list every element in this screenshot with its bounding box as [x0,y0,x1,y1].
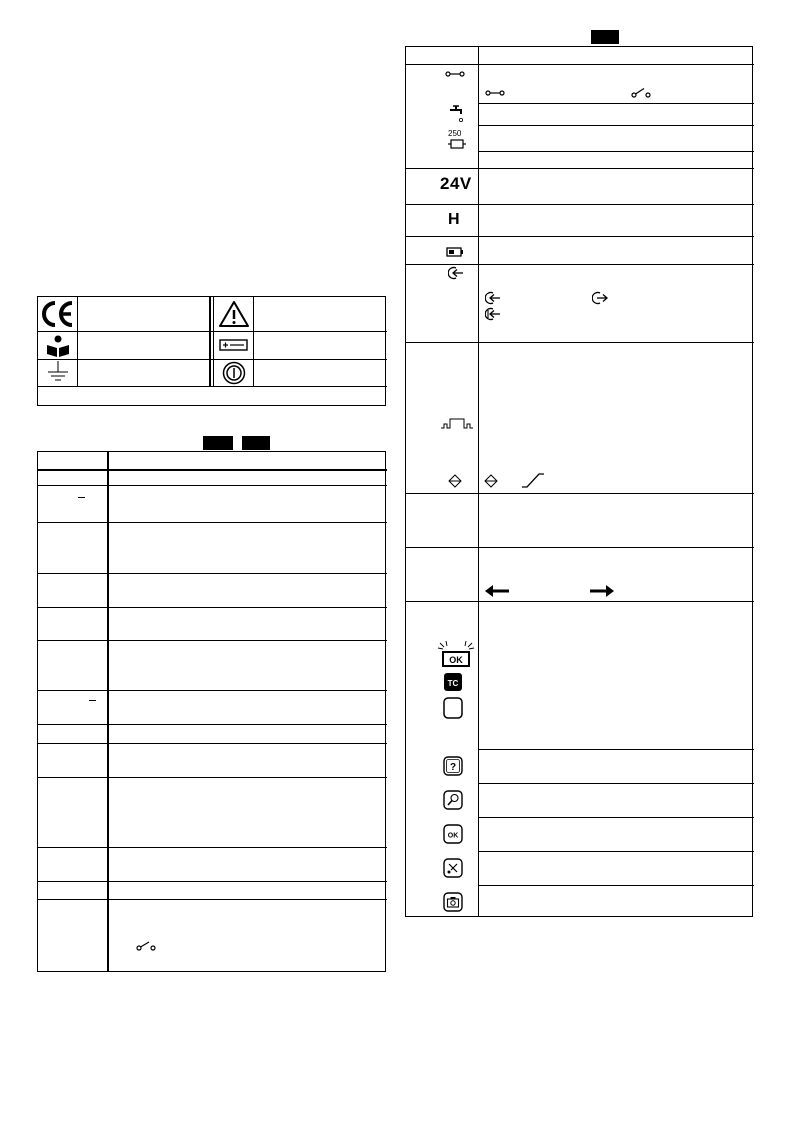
power-button-icon [222,361,246,385]
battery-polarity-icon [219,338,249,352]
svg-text:TC: TC [447,679,459,688]
overbar-mark [89,700,96,701]
svg-text:?: ? [449,762,457,773]
mA-simulate-icon [485,307,501,321]
earth-ground-icon [46,360,70,384]
step-adjust-icon [484,474,498,488]
blank-key-icon [443,697,463,719]
key-tag-1 [203,436,233,450]
left-function-table [37,451,386,972]
tc-key-icon [443,672,463,692]
key-tag-2 [242,436,270,450]
zoom-key-icon [443,790,463,810]
ramp-icon [521,472,545,488]
closed-switch-icon [485,89,505,97]
warning-triangle-icon [217,299,251,329]
ok-flashing-key-icon [437,640,475,668]
mA-sink-icon [592,291,608,305]
open-switch-icon [136,941,156,951]
hold-label: H [448,211,460,228]
svg-text:OK: OK [447,832,459,840]
mA-source-icon [485,291,501,305]
resistor-value-label: 250 [448,129,462,138]
mA-source-icon [448,266,464,280]
arrow-left-icon [484,584,510,598]
closed-switch-icon [445,70,465,78]
key-tag-right [591,30,619,44]
help-key-icon [443,756,463,776]
battery-icon [446,247,464,257]
read-manual-icon [46,335,70,357]
ok-key-icon [443,824,463,844]
faucet-icon [449,104,465,124]
step-adjust-icon [448,474,462,488]
svg-text:OK: OK [449,655,463,665]
arrow-right-icon [589,584,615,598]
open-switch-icon [631,87,651,98]
resistor-icon [448,138,466,150]
tools-key-icon [443,858,463,878]
overbar-mark [78,497,85,498]
voltage-24v-label: 24V [440,174,472,193]
symbol-legend-table [37,296,386,406]
ce-mark-icon [41,299,75,329]
pulse-train-icon [440,416,474,430]
camera-key-icon [443,892,463,912]
